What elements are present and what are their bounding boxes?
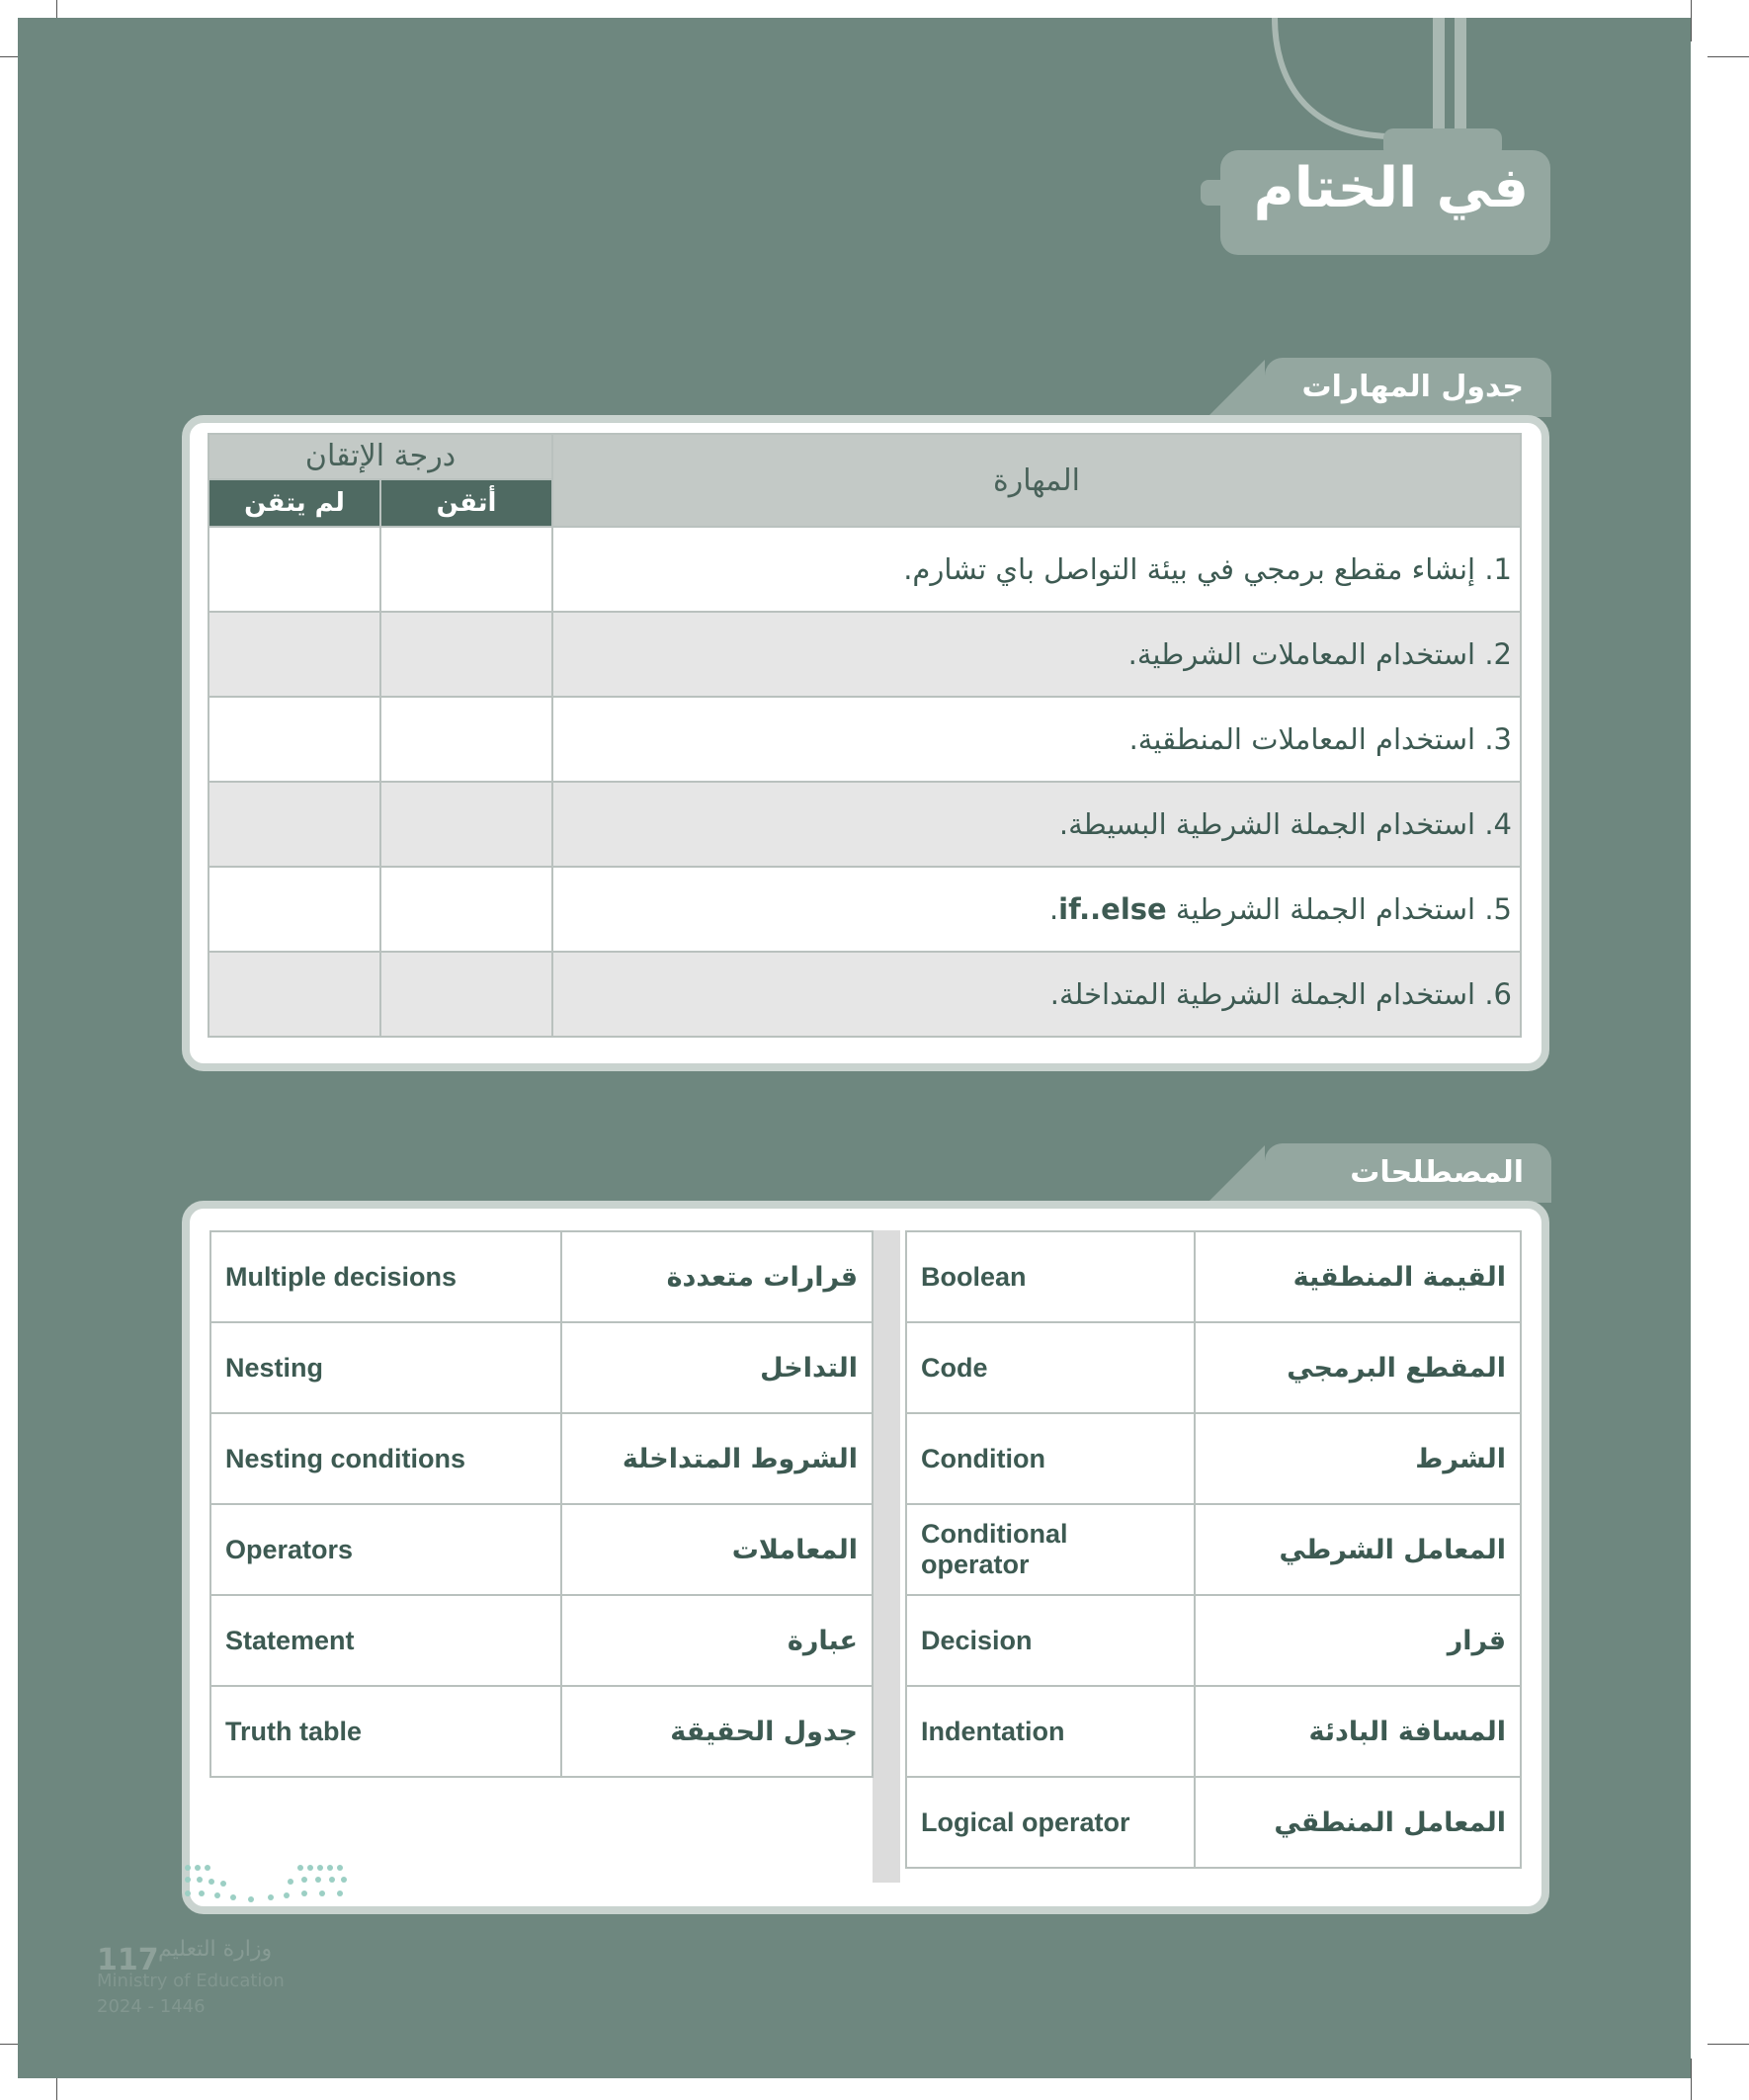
crop-mark: [1707, 56, 1749, 57]
not-mastered-cell[interactable]: [208, 612, 380, 697]
mastered-cell[interactable]: [380, 612, 552, 697]
term-ar: قرار: [1195, 1595, 1521, 1686]
table-row: [208, 952, 1521, 1037]
term-ar: قرارات متعددة: [561, 1231, 873, 1322]
table-row: [210, 1322, 873, 1413]
term-ar: المعاملات: [561, 1504, 873, 1595]
table-row: [906, 1231, 1521, 1322]
table-row: [906, 1504, 1521, 1595]
mastered-cell[interactable]: [380, 867, 552, 952]
term-en: Multiple decisions: [210, 1231, 561, 1322]
terms-heading: المصطلحات: [1350, 1155, 1524, 1190]
term-en: Operators: [210, 1504, 561, 1595]
crop-mark: [1707, 2044, 1749, 2045]
skill-text: 3. استخدام المعاملات المنطقية.: [552, 697, 1521, 782]
table-row: [906, 1322, 1521, 1413]
term-ar: التداخل: [561, 1322, 873, 1413]
table-row: [208, 697, 1521, 782]
term-ar: الشروط المتداخلة: [561, 1413, 873, 1504]
skill-code: if..else: [1058, 892, 1167, 926]
term-en: Conditional operator: [906, 1504, 1195, 1595]
term-ar: المعامل المنطقي: [1195, 1777, 1521, 1868]
not-mastered-cell[interactable]: [208, 527, 380, 612]
mastered-cell[interactable]: [380, 952, 552, 1037]
term-ar: المعامل الشرطي: [1195, 1504, 1521, 1595]
skills-section-tab: [1265, 358, 1551, 417]
table-row: [210, 1686, 873, 1777]
page-number: 117: [97, 1943, 159, 1977]
not-mastered-cell[interactable]: [208, 952, 380, 1037]
mastered-header: أتقن: [380, 479, 552, 527]
table-row: [906, 1595, 1521, 1686]
term-en: Nesting: [210, 1322, 561, 1413]
skills-table: [208, 433, 1522, 1038]
skill-header: المهارة: [552, 434, 1521, 527]
term-ar: القيمة المنطقية: [1195, 1231, 1521, 1322]
terms-table-left: [209, 1230, 874, 1778]
table-row: [210, 1504, 873, 1595]
ministry-logo-icon: [182, 1862, 350, 1911]
table-row: [906, 1413, 1521, 1504]
term-en: Boolean: [906, 1231, 1195, 1322]
table-row: [208, 867, 1521, 952]
skill-text: 4. استخدام الجملة الشرطية البسيطة.: [552, 782, 1521, 867]
not-mastered-cell[interactable]: [208, 782, 380, 867]
crop-mark: [1691, 2058, 1692, 2100]
edition-year: 2024 - 1446: [97, 1996, 206, 2017]
not-mastered-cell[interactable]: [208, 697, 380, 782]
term-ar: عبارة: [561, 1595, 873, 1686]
crop-mark: [1691, 0, 1692, 42]
not-mastered-header: لم يتقن: [208, 479, 380, 527]
table-row: [210, 1231, 873, 1322]
chapter-title-badge: [1220, 150, 1550, 255]
term-ar: جدول الحقيقة: [561, 1686, 873, 1777]
page-title: في الختام: [1253, 156, 1529, 220]
mastered-cell[interactable]: [380, 527, 552, 612]
table-row: [210, 1413, 873, 1504]
skill-text: [552, 867, 1521, 952]
column-divider: [873, 1230, 900, 1883]
term-en: Logical operator: [906, 1777, 1195, 1868]
term-ar: الشرط: [1195, 1413, 1521, 1504]
table-row: [208, 612, 1521, 697]
ministry-name-en: Ministry of Education: [97, 1971, 285, 1991]
mastered-cell[interactable]: [380, 697, 552, 782]
term-en: Nesting conditions: [210, 1413, 561, 1504]
term-en: Indentation: [906, 1686, 1195, 1777]
table-row: [208, 782, 1521, 867]
ministry-name-ar: وزارة التعليم: [158, 1937, 273, 1962]
term-en: Code: [906, 1322, 1195, 1413]
not-mastered-cell[interactable]: [208, 867, 380, 952]
terms-table-right: [905, 1230, 1522, 1869]
term-en: Truth table: [210, 1686, 561, 1777]
skill-text: 2. استخدام المعاملات الشرطية.: [552, 612, 1521, 697]
table-row: [208, 527, 1521, 612]
term-en: Decision: [906, 1595, 1195, 1686]
skills-heading: جدول المهارات: [1301, 370, 1524, 404]
skill-text-post: .: [1048, 892, 1059, 926]
table-row: [906, 1686, 1521, 1777]
term-ar: المقطع البرمجي: [1195, 1322, 1521, 1413]
skill-text: 1. إنشاء مقطع برمجي في بيئة التواصل باي تشارم.: [552, 527, 1521, 612]
term-en: Condition: [906, 1413, 1195, 1504]
degree-header: درجة الإتقان: [208, 434, 552, 479]
skill-text-pre: 5. استخدام الجملة الشرطية: [1166, 892, 1512, 926]
terms-section-tab: [1265, 1143, 1551, 1203]
skill-text: 6. استخدام الجملة الشرطية المتداخلة.: [552, 952, 1521, 1037]
table-row: [210, 1595, 873, 1686]
term-ar: المسافة البادئة: [1195, 1686, 1521, 1777]
mastered-cell[interactable]: [380, 782, 552, 867]
table-row: [906, 1777, 1521, 1868]
term-en: Statement: [210, 1595, 561, 1686]
